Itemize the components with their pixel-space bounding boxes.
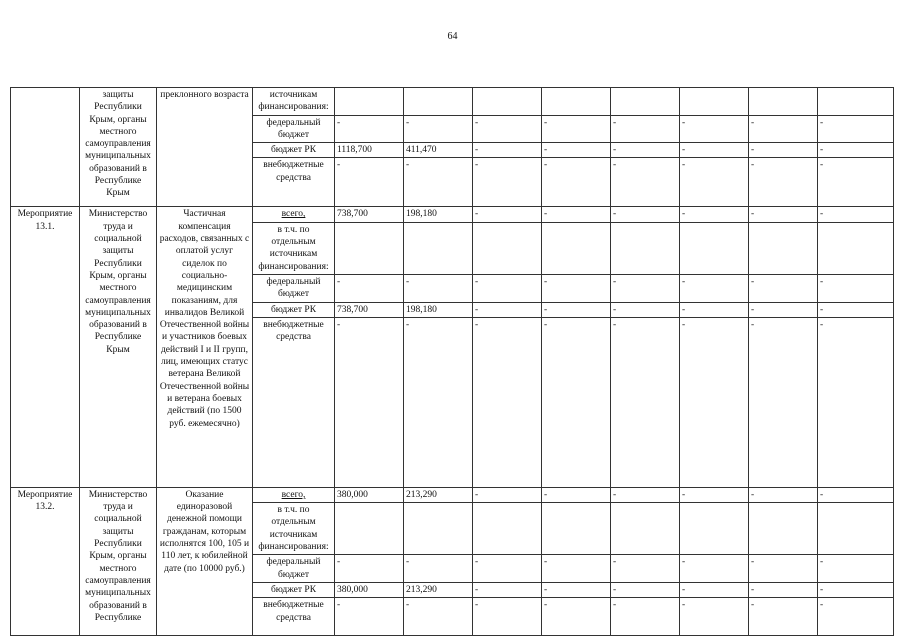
value-cell: - [680,317,749,487]
source-cell: бюджет РК [253,582,335,597]
source-cell: внебюджетные средства [253,158,335,207]
value-cell: - [680,115,749,143]
value-cell: - [404,317,473,487]
value-cell: - [749,487,818,502]
value-cell: - [335,317,404,487]
value-cell: - [818,274,894,302]
value-cell: - [818,207,894,222]
value-cell: - [473,555,542,583]
value-cell: - [680,598,749,636]
description-cell: преклонного возраста [157,88,253,207]
measure-cell: Мероприятие 13.1. [11,207,80,487]
value-cell [404,88,473,116]
value-cell: - [818,317,894,487]
value-cell [542,222,611,274]
value-cell: - [404,115,473,143]
value-cell: - [611,274,680,302]
source-cell: бюджет РК [253,302,335,317]
value-cell: 411,470 [404,143,473,158]
value-cell: - [749,555,818,583]
value-cell: - [818,302,894,317]
value-cell [473,503,542,555]
value-cell: - [680,487,749,502]
source-cell: бюджет РК [253,143,335,158]
value-cell: - [335,598,404,636]
source-cell: в т.ч. по отдельным источникам финансирования: [253,503,335,555]
value-cell: - [542,158,611,207]
value-cell: - [611,158,680,207]
value-cell [404,222,473,274]
value-cell: 213,290 [404,487,473,502]
table-row [11,487,894,502]
source-cell: всего, [253,207,335,222]
value-cell: - [680,582,749,597]
value-cell: - [680,274,749,302]
value-cell: - [335,158,404,207]
value-cell: 380,000 [335,582,404,597]
executor-cell: защиты Республики Крым, органы местного самоуправления муниципальных образований в Республике Крым [80,88,157,207]
value-cell: - [335,274,404,302]
value-cell: - [680,207,749,222]
value-cell: 738,700 [335,207,404,222]
value-cell: - [542,598,611,636]
value-cell: - [749,158,818,207]
value-cell: - [473,158,542,207]
value-cell: - [404,598,473,636]
value-cell: - [473,487,542,502]
value-cell: - [611,207,680,222]
value-cell [611,222,680,274]
value-cell [335,222,404,274]
table-row [11,207,894,222]
value-cell: - [404,555,473,583]
value-cell: - [611,598,680,636]
value-cell [749,222,818,274]
measure-cell [11,88,80,207]
value-cell: - [611,302,680,317]
value-cell: - [473,302,542,317]
source-cell: федеральный бюджет [253,274,335,302]
table-row [11,88,894,116]
value-cell [680,88,749,116]
value-cell [818,503,894,555]
value-cell [335,503,404,555]
value-cell: - [818,158,894,207]
value-cell: - [749,598,818,636]
value-cell: - [611,143,680,158]
value-cell: - [404,274,473,302]
value-cell: - [749,207,818,222]
value-cell: - [680,555,749,583]
value-cell: - [749,115,818,143]
value-cell [818,88,894,116]
description-cell: Частичная компенсация расходов, связанных с оплатой услуг сиделок по социально-медицинским показаниям, для инвалидов Великой Отечественной войны и участников боевых действий I и II групп, лиц, имеющих статус ветерана Великой Отечественной войны и ветерана боевых действий (по 1500 руб. ежемесячно) [157,207,253,487]
value-cell: - [542,143,611,158]
value-cell: - [542,207,611,222]
value-cell [473,88,542,116]
value-cell: - [680,158,749,207]
value-cell: - [680,143,749,158]
value-cell: 213,290 [404,582,473,597]
value-cell: - [818,555,894,583]
value-cell: - [473,317,542,487]
executor-cell: Министерство труда и социальной защиты Республики Крым, органы местного самоуправления муниципальных образований в Республике [80,487,157,635]
budget-table [10,87,894,636]
value-cell: - [335,115,404,143]
value-cell: - [542,582,611,597]
value-cell: - [818,487,894,502]
source-cell: в т.ч. по отдельным источникам финансирования: [253,222,335,274]
value-cell: - [404,158,473,207]
value-cell: - [818,143,894,158]
description-cell: Оказание единоразовой денежной помощи гражданам, которым исполнятся 100, 105 и 110 лет, к юбилейной дате (по 10000 руб.) [157,487,253,635]
value-cell: - [473,274,542,302]
value-cell: - [542,302,611,317]
source-cell: внебюджетные средства [253,317,335,487]
value-cell: - [542,555,611,583]
value-cell [680,222,749,274]
source-cell: источникам финансирования: [253,88,335,116]
value-cell: - [749,582,818,597]
value-cell [542,503,611,555]
value-cell: - [749,274,818,302]
value-cell: 198,180 [404,302,473,317]
value-cell [404,503,473,555]
page-number: 64 [447,31,458,42]
value-cell: - [749,317,818,487]
value-cell: - [749,302,818,317]
value-cell [611,88,680,116]
value-cell [749,88,818,116]
source-cell: федеральный бюджет [253,115,335,143]
value-cell [542,88,611,116]
value-cell [818,222,894,274]
value-cell: - [473,598,542,636]
source-cell: внебюджетные средства [253,598,335,636]
value-cell: - [818,598,894,636]
value-cell: - [473,207,542,222]
value-cell: 738,700 [335,302,404,317]
source-cell: федеральный бюджет [253,555,335,583]
value-cell [611,503,680,555]
value-cell: - [611,115,680,143]
source-cell: всего, [253,487,335,502]
value-cell: - [542,487,611,502]
value-cell: - [818,582,894,597]
value-cell: 380,000 [335,487,404,502]
value-cell: - [749,143,818,158]
value-cell: - [611,317,680,487]
value-cell: 198,180 [404,207,473,222]
value-cell: - [473,143,542,158]
value-cell: - [611,555,680,583]
value-cell [473,222,542,274]
value-cell [680,503,749,555]
value-cell: - [542,115,611,143]
value-cell: - [335,555,404,583]
value-cell: - [680,302,749,317]
value-cell: 1118,700 [335,143,404,158]
value-cell: - [818,115,894,143]
value-cell: - [542,317,611,487]
value-cell: - [611,582,680,597]
value-cell [335,88,404,116]
value-cell [749,503,818,555]
value-cell: - [542,274,611,302]
executor-cell: Министерство труда и социальной защиты Республики Крым, органы местного самоуправления муниципальных образований в Республике Крым [80,207,157,487]
value-cell: - [473,582,542,597]
value-cell: - [473,115,542,143]
value-cell: - [611,487,680,502]
measure-cell: Мероприятие 13.2. [11,487,80,635]
